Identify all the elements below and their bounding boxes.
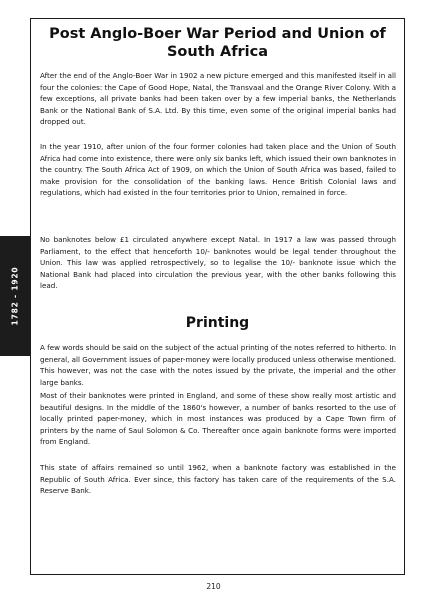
paragraph-printing-2: Most of their banknotes were printed in England, and some of these show really most artistic and beautiful designs. In the middle of the 1860's however, a number of banks resorted to the use of locally printed paper-money, which in most instances was produced by a Cape Town firm of printers by the name of Saul Solomon & Co. Thereafter once again banknote forms were imported from England. bbox=[40, 391, 396, 447]
paragraph-post-war-3: No banknotes below £1 circulated anywhere except Natal. In 1917 a law was passed through Parliament, to the effect that henceforth 10/- banknotes would be legal tender throughout the Union. This law was applied retrospectively, so to legalise the 10/- banknote issue which the National Bank had placed into circulation the previous year, with the other banks following this lead. bbox=[40, 235, 396, 291]
paragraph-post-war-1: After the end of the Anglo-Boer War in 1902 a new picture emerged and this manifested itself in all four the colonies: the Cape of Good Hope, Natal, the Transvaal and the Orange River Colony. With a few exceptions, all private banks had been taken over by a few imperial banks, the Netherlands Bank or the National Bank of S.A. Ltd. By this time, even some of the original imperial banks had dropped out. bbox=[40, 71, 396, 127]
paragraph-printing-1: A few words should be said on the subject of the actual printing of the notes referred to hitherto. In general, all Government issues of paper-money were locally produced unless otherwise mentioned. This however, was not the case with the notes issued by the private, the imperial and the other large banks. bbox=[40, 343, 396, 387]
paragraph-printing-3: This state of affairs remained so until 1962, when a banknote factory was established in the Republic of South Africa. Ever since, this factory has taken care of the requirements of the S.A. Reserve Bank. bbox=[40, 463, 396, 496]
paragraph-post-war-2: In the year 1910, after union of the four former colonies had taken place and the Union of South Africa had come into existence, there were only six banks left, which issued their own banknotes in the country. The South Africa Act of 1909, on which the Union of South Africa was based, failed to make provision for the consolidation of the banking laws. Hence British Colonial laws and regulations, which had existed in the four territories prior to Union, remained in force. bbox=[40, 142, 396, 198]
section-title-post-war: Post Anglo-Boer War Period and Union of South Africa bbox=[49, 26, 386, 60]
side-tab-label: 1782 - 1920 bbox=[10, 266, 20, 326]
side-tab bbox=[0, 236, 30, 356]
page-number: 210 bbox=[206, 582, 221, 591]
section-title-printing: Printing bbox=[185, 315, 250, 331]
